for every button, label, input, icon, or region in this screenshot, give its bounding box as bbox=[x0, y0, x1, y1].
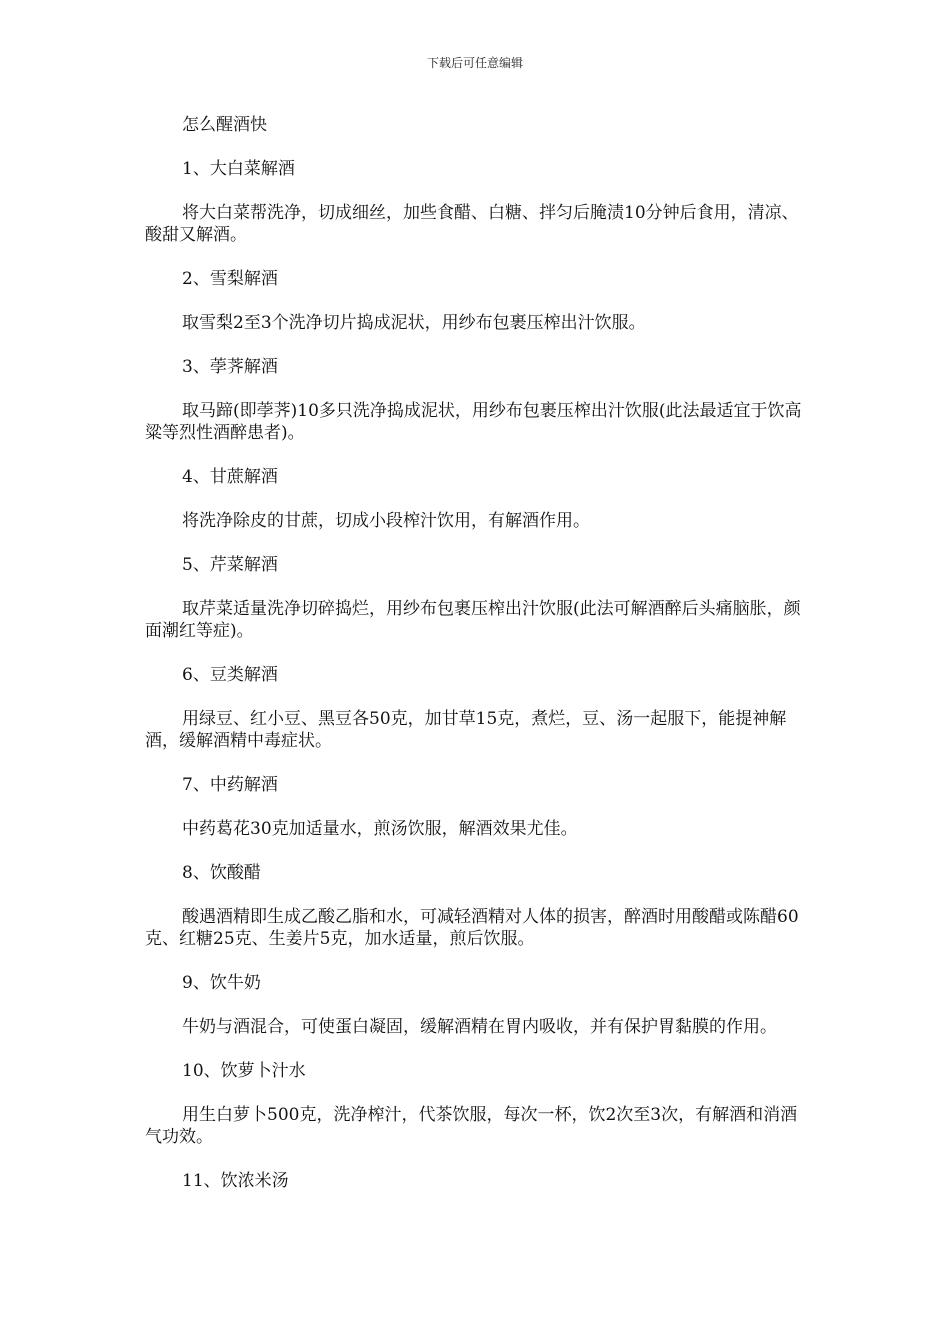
section-body: 牛奶与酒混合，可使蛋白凝固，缓解酒精在胃内吸收，并有保护胃黏膜的作用。 bbox=[182, 1017, 777, 1037]
section-body: 取芹菜适量洗净切碎捣烂，用纱布包裹压榨出汁饮服(此法可解酒醉后头痛脑胀，颜面潮红等症)。 bbox=[145, 599, 801, 641]
section-heading: 6、豆类解酒 bbox=[182, 665, 278, 685]
section-body: 取雪梨2至3个洗净切片捣成泥状，用纱布包裹压榨出汁饮服。 bbox=[182, 313, 646, 333]
section-body: 取马蹄(即荸荠)10多只洗净捣成泥状，用纱布包裹压榨出汁饮服(此法最适宜于饮高粱等烈性酒醉患者)。 bbox=[145, 401, 802, 443]
document-title: 怎么醒酒快 bbox=[182, 115, 267, 135]
section-body: 将洗净除皮的甘蔗，切成小段榨汁饮用，有解酒作用。 bbox=[182, 511, 590, 531]
section-heading: 7、中药解酒 bbox=[182, 775, 278, 795]
page-header-note: 下载后可任意编辑 bbox=[426, 56, 523, 70]
section-heading: 8、饮酸醋 bbox=[182, 863, 261, 883]
section-heading: 3、荸荠解酒 bbox=[182, 357, 278, 377]
section-heading: 5、芹菜解酒 bbox=[182, 555, 278, 575]
section-heading: 11、饮浓米汤 bbox=[182, 1171, 289, 1191]
section-heading: 10、饮萝卜汁水 bbox=[182, 1061, 306, 1081]
section-body: 将大白菜帮洗净，切成细丝，加些食醋、白糖、拌匀后腌渍10分钟后食用，清凉、酸甜又解酒。 bbox=[145, 203, 799, 245]
section-body: 中药葛花30克加适量水，煎汤饮服，解酒效果尤佳。 bbox=[182, 819, 578, 839]
section-body: 酸遇酒精即生成乙酸乙脂和水，可减轻酒精对人体的损害，醉酒时用酸醋或陈醋60克、红糖25克、生姜片5克，加水适量，煎后饮服。 bbox=[145, 907, 799, 949]
section-heading: 2、雪梨解酒 bbox=[182, 269, 278, 289]
section-body: 用生白萝卜500克，洗净榨汁，代茶饮服，每次一杯，饮2次至3次，有解酒和消酒气功效。 bbox=[145, 1105, 798, 1147]
document-body bbox=[145, 114, 805, 1214]
section-heading: 1、大白菜解酒 bbox=[182, 159, 295, 179]
section-heading: 4、甘蔗解酒 bbox=[182, 467, 278, 487]
section-body: 用绿豆、红小豆、黑豆各50克，加甘草15克，煮烂，豆、汤一起服下，能提神解酒，缓解酒精中毒症状。 bbox=[145, 709, 787, 751]
section-heading: 9、饮牛奶 bbox=[182, 973, 261, 993]
